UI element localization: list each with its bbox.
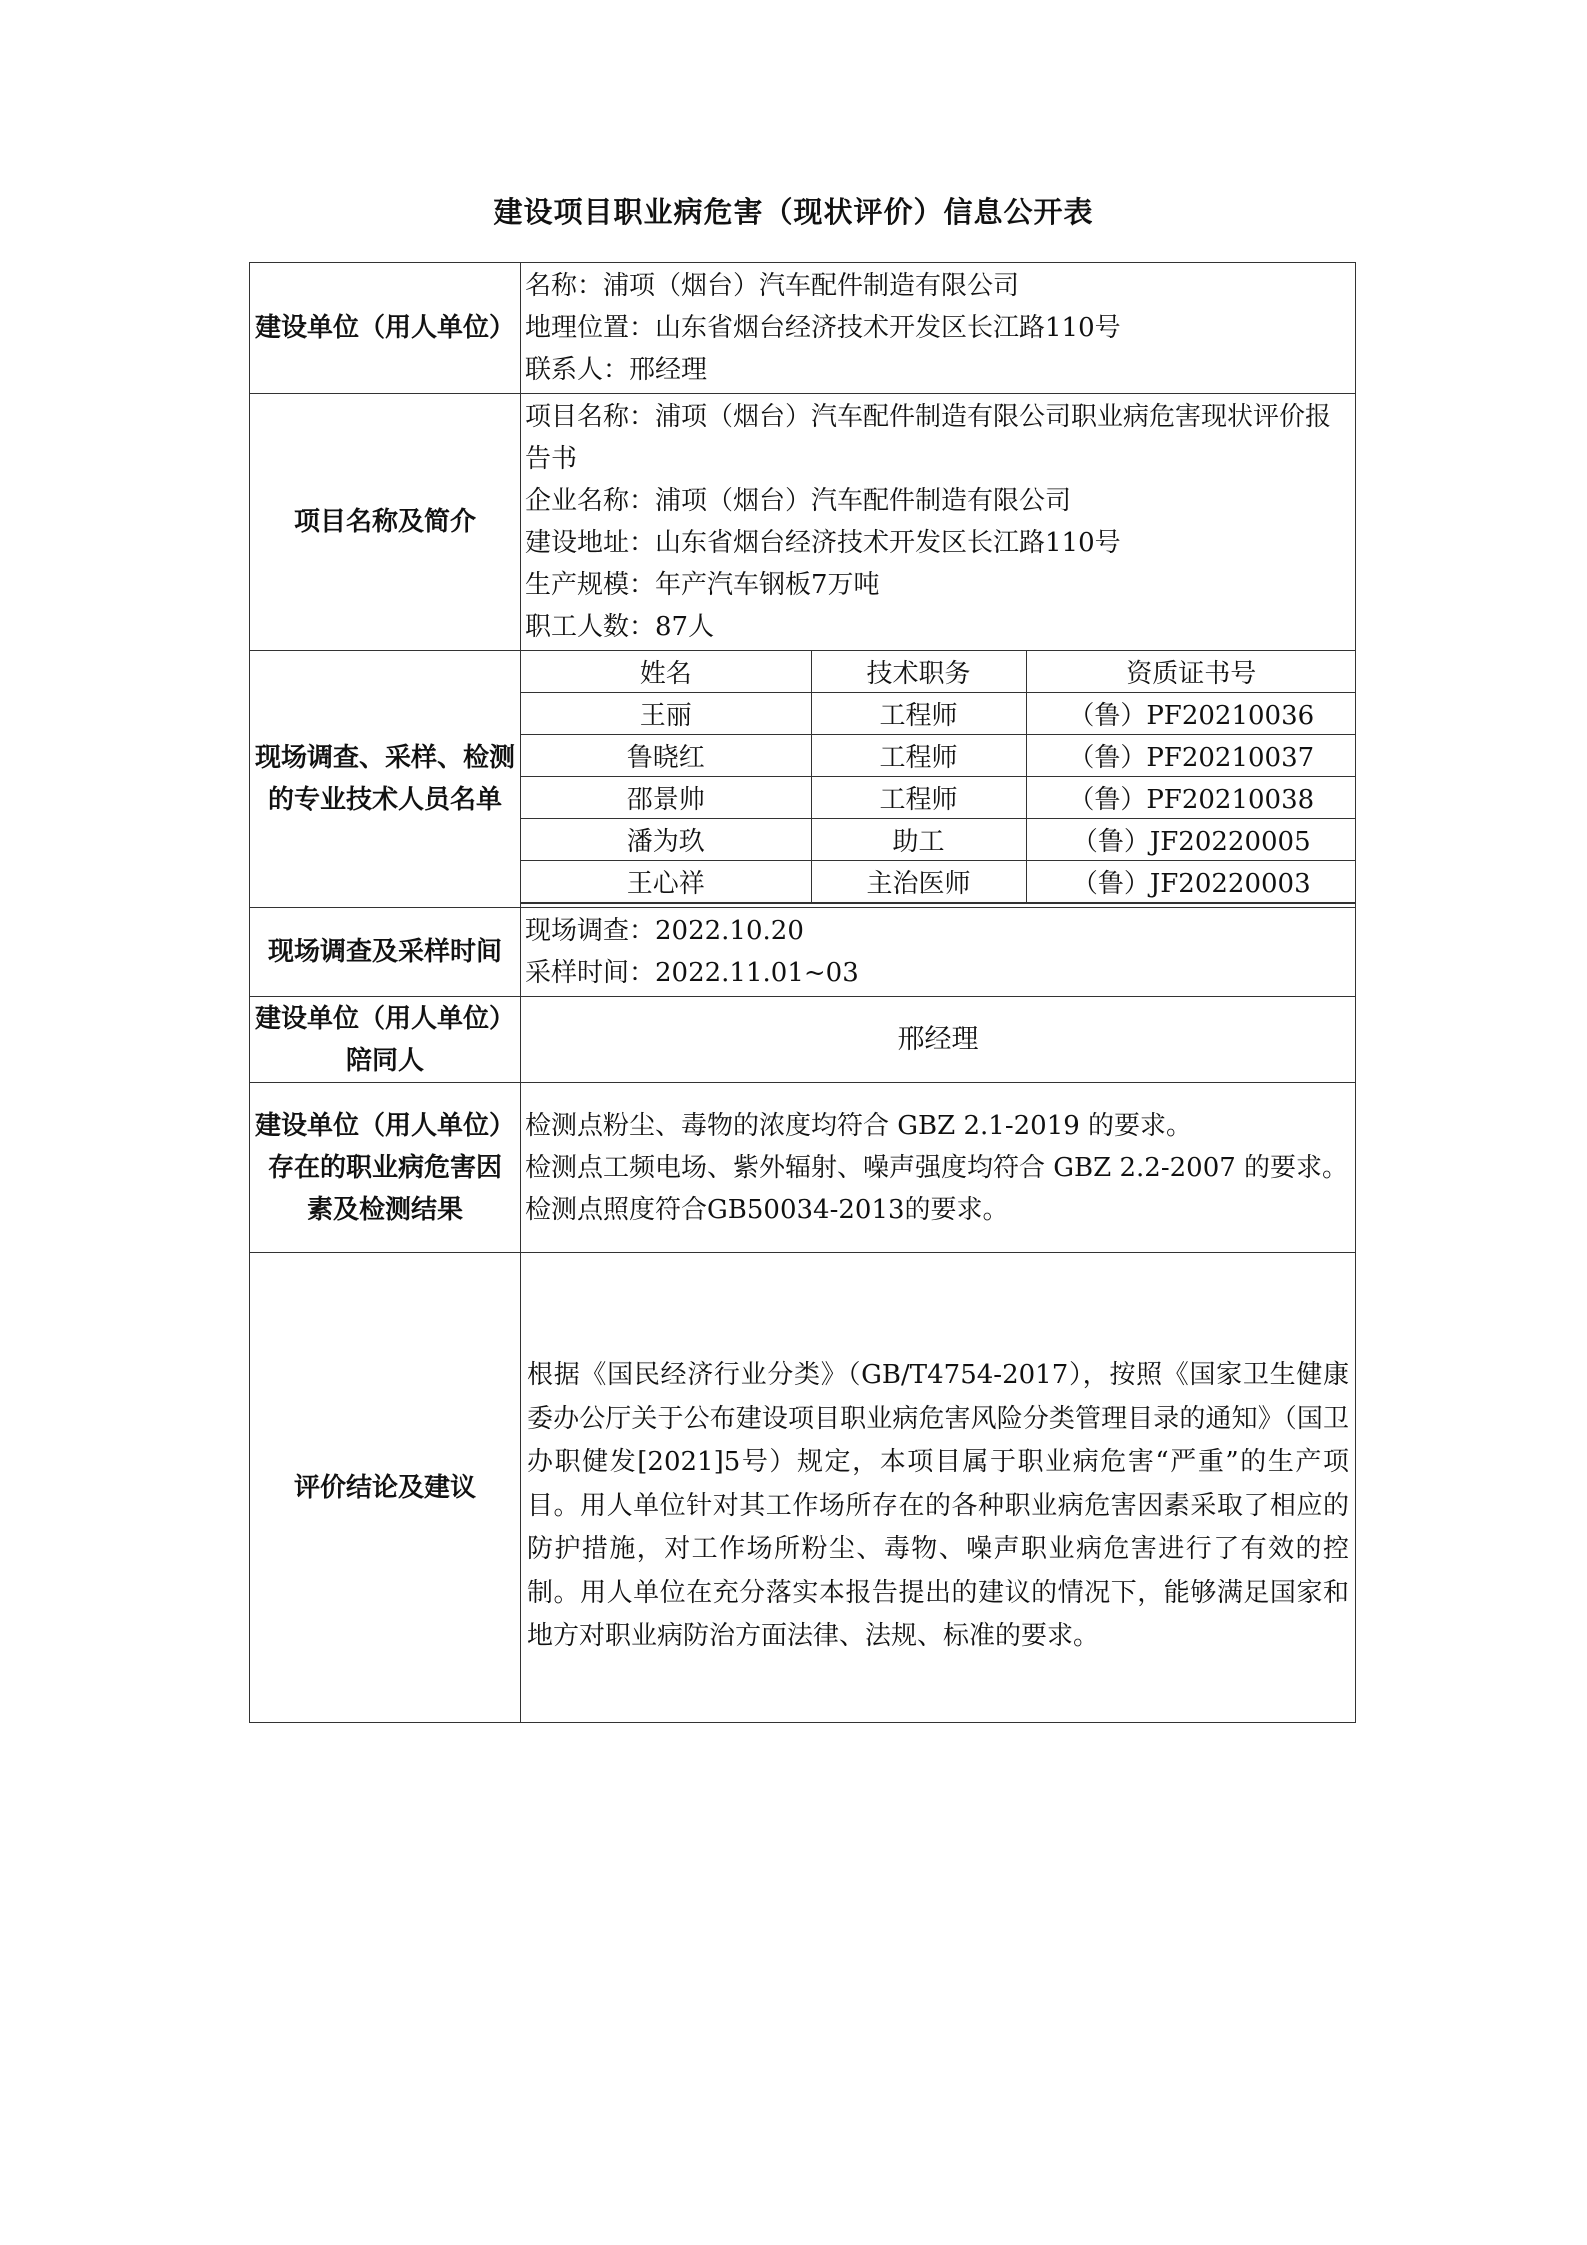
unit-contact: 联系人：邢经理 [525, 355, 708, 385]
staff-header-name: 姓名 [521, 651, 811, 693]
label-conclusion: 评价结论及建议 [250, 1253, 521, 1723]
label-accompany [250, 997, 521, 1083]
label-hazards-line1: 建设单位（用人单位） [254, 1110, 515, 1141]
label-hazards-line2: 存在的职业病危害因 [267, 1152, 502, 1183]
project-staff-count: 职工人数：87人 [525, 612, 715, 642]
hazard-result-lighting: 检测点照度符合GB50034-2013的要求。 [525, 1194, 1009, 1225]
label-project: 项目名称及简介 [250, 394, 521, 651]
project-company: 企业名称：浦项（烟台）汽车配件制造有限公司 [525, 486, 1072, 516]
staff-cert: （鲁）JF20220005 [1026, 819, 1356, 861]
content-unit [521, 263, 1356, 394]
label-hazards-line3: 素及检测结果 [306, 1194, 463, 1225]
table-row [521, 777, 1356, 819]
survey-date: 现场调查：2022.10.20 [525, 916, 804, 946]
hazard-result-physical: 检测点工频电场、紫外辐射、噪声强度均符合 GBZ 2.2-2007 的要求。 [525, 1152, 1349, 1183]
info-table [249, 262, 1356, 1723]
label-staff-line2: 的专业技术人员名单 [267, 785, 502, 815]
label-accompany-line1: 建设单位（用人单位） [254, 1003, 515, 1034]
row-accompany [250, 997, 1356, 1083]
content-survey-time [521, 908, 1356, 997]
table-row [521, 735, 1356, 777]
staff-name: 邵景帅 [521, 777, 811, 819]
staff-table [521, 651, 1356, 904]
staff-title: 助工 [811, 819, 1026, 861]
project-scale: 生产规模：年产汽车钢板7万吨 [525, 570, 880, 600]
hazard-result-dust: 检测点粉尘、毒物的浓度均符合 GBZ 2.1-2019 的要求。 [525, 1110, 1193, 1141]
accompany-person: 邢经理 [521, 997, 1356, 1083]
row-staff [250, 651, 1356, 908]
project-address: 建设地址：山东省烟台经济技术开发区长江路110号 [525, 528, 1121, 558]
table-row [521, 861, 1356, 904]
staff-cert: （鲁）JF20220003 [1026, 861, 1356, 904]
staff-title: 工程师 [811, 777, 1026, 819]
label-staff-line1: 现场调查、采样、检测 [254, 743, 515, 773]
sampling-date: 采样时间：2022.11.01~03 [525, 958, 859, 988]
staff-header-row [521, 651, 1356, 693]
row-unit [250, 263, 1356, 394]
row-conclusion [250, 1253, 1356, 1723]
staff-name: 潘为玖 [521, 819, 811, 861]
staff-header-title: 技术职务 [811, 651, 1026, 693]
staff-cert: （鲁）PF20210036 [1026, 693, 1356, 735]
staff-name: 王丽 [521, 693, 811, 735]
unit-name: 名称：浦项（烟台）汽车配件制造有限公司 [525, 271, 1020, 301]
table-row [521, 819, 1356, 861]
staff-title: 主治医师 [811, 861, 1026, 904]
staff-title: 工程师 [811, 735, 1026, 777]
table-row [521, 693, 1356, 735]
label-unit: 建设单位（用人单位） [250, 263, 521, 394]
content-project [521, 394, 1356, 651]
staff-cert: （鲁）PF20210037 [1026, 735, 1356, 777]
staff-name: 鲁晓红 [521, 735, 811, 777]
row-project [250, 394, 1356, 651]
page-title: 建设项目职业病危害（现状评价）信息公开表 [493, 195, 1094, 229]
label-accompany-line2: 陪同人 [345, 1045, 424, 1076]
staff-name: 王心祥 [521, 861, 811, 904]
row-hazards [250, 1083, 1356, 1253]
content-hazards [521, 1083, 1356, 1253]
staff-cert: （鲁）PF20210038 [1026, 777, 1356, 819]
label-staff [250, 651, 521, 908]
content-conclusion: 根据《国民经济行业分类》（GB/T4754-2017），按照《国家卫生健康委办公厅关于公布建设项目职业病危害风险分类管理目录的通知》（国卫办职健发[2021]5号）规定，本项目属于职业病危害“严重”的生产项目。用人单位针对其工作场所存在的各种职业病危害因素采取了相应的防护措施，对工作场所粉尘、毒物、噪声职业病危害进行了有效的控制。用人单位在充分落实本报告提出的建议的情况下，能够满足国家和地方对职业病防治方面法律、法规、标准的要求。 [521, 1253, 1356, 1723]
unit-location: 地理位置：山东省烟台经济技术开发区长江路110号 [525, 313, 1121, 343]
row-survey-time [250, 908, 1356, 997]
content-staff [521, 651, 1356, 908]
label-hazards [250, 1083, 521, 1253]
staff-header-cert: 资质证书号 [1026, 651, 1356, 693]
label-survey-time: 现场调查及采样时间 [250, 908, 521, 997]
staff-title: 工程师 [811, 693, 1026, 735]
project-name: 项目名称：浦项（烟台）汽车配件制造有限公司职业病危害现状评价报告书 [525, 402, 1332, 474]
